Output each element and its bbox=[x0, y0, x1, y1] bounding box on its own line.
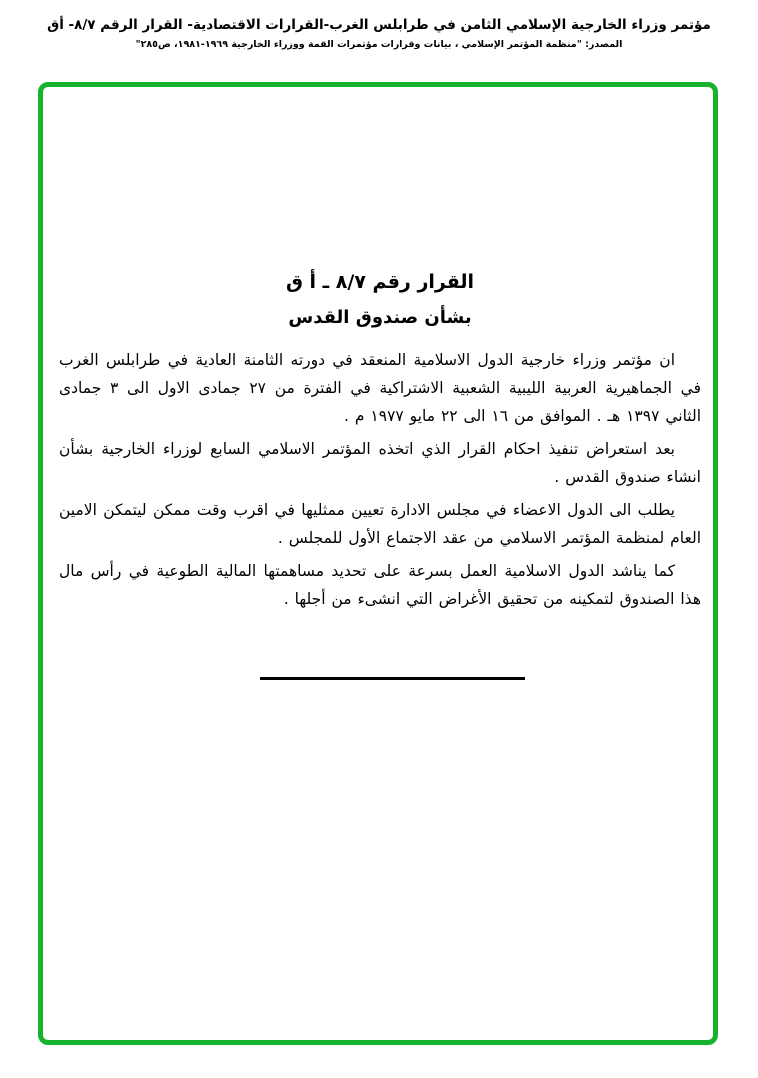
header-title: مؤتمر وزراء الخارجية الإسلامي الثامن في طرابلس الغرب-القرارات الاقتصادية- القرار الرقم ٨/٧- أق bbox=[47, 17, 711, 33]
body-paragraph: كما يناشد الدول الاسلامية العمل بسرعة على تحديد مساهمتها المالية الطوعية في رأس مال هذا الصندوق لتمكينه من تحقيق الأغراض التي انشىء من أجلها . bbox=[59, 562, 701, 609]
header-source-citation: المصدر: "منظمة المؤتمر الإسلامي ، بيانات وقرارات مؤتمرات القمة ووزراء الخارجية ١٩٦٩-١٩٨١، ص٢٨٥" bbox=[135, 38, 623, 50]
document-header bbox=[0, 16, 758, 50]
resolution-body bbox=[59, 346, 701, 613]
resolution-title: القرار رقم ٨/٧ ـ أ ق bbox=[285, 271, 475, 293]
green-border-frame bbox=[38, 82, 718, 1045]
horizontal-divider bbox=[260, 677, 525, 680]
resolution-subject: بشأن صندوق القدس bbox=[288, 306, 472, 328]
body-paragraph: ان مؤتمر وزراء خارجية الدول الاسلامية المنعقد في دورته الثامنة العادية في طرابلس الغرب في الجماهيرية العربية الليبية الشعبية الاشتراكية في الفترة من ٢٧ جمادى الاول الى ٣ جمادى الثاني ١٣٩٧ هـ . الموافق من ١٦ الى ٢٢ مايو ١٩٧٧ م . bbox=[59, 351, 701, 426]
body-paragraph: بعد استعراض تنفيذ احكام القرار الذي اتخذه المؤتمر الاسلامي السابع لوزراء الخارجية بشأن انشاء صندوق القدس . bbox=[59, 440, 701, 487]
body-paragraph: يطلب الى الدول الاعضاء في مجلس الادارة تعيين ممثليها في اقرب وقت ممكن ليتمكن الامين العام لمنظمة المؤتمر الاسلامي من عقد الاجتماع الأول للمجلس . bbox=[59, 501, 701, 548]
